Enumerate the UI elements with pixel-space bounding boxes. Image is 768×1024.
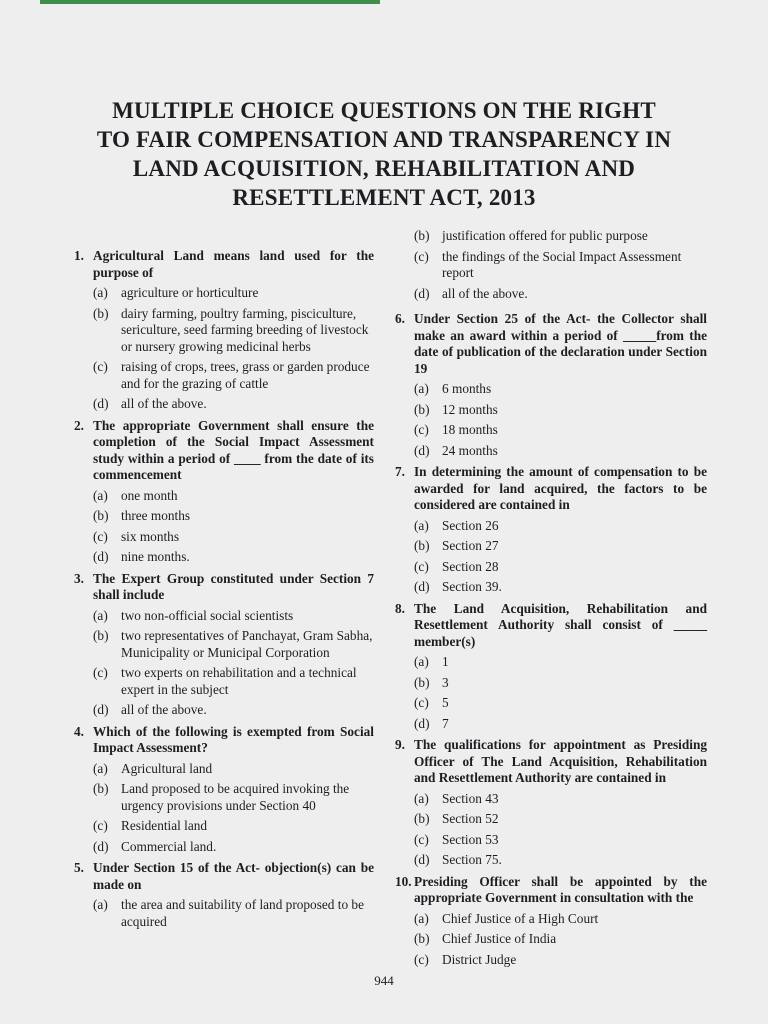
answer-option: [414, 952, 707, 969]
question-number: 7.: [395, 464, 405, 479]
question-text: The Land Acquisition, Rehabilitation and Resettlement Authority shall consist of _____ member(s): [414, 600, 707, 649]
question-stem: [74, 860, 374, 893]
question-stem: [395, 737, 707, 787]
right-column: [395, 228, 707, 973]
option-text: two representatives of Panchayat, Gram Sabha, Municipality or Municipal Corporation: [121, 628, 373, 660]
answer-option: [414, 811, 707, 828]
option-text: raising of crops, trees, grass or garden produce and for the grazing of cattle: [121, 359, 370, 391]
option-text: all of the above.: [442, 285, 528, 301]
title-line: MULTIPLE CHOICE QUESTIONS ON THE RIGHT: [112, 98, 656, 123]
answer-option: [414, 518, 707, 535]
option-text: the area and suitability of land proposed to be acquired: [121, 897, 364, 929]
option-text: 7: [442, 715, 449, 731]
question-item: [74, 860, 374, 930]
option-key: (a): [414, 381, 429, 396]
answer-option: [93, 285, 374, 302]
answer-option: [414, 286, 707, 303]
answer-option: [414, 931, 707, 948]
question-stem: [395, 311, 707, 377]
answer-option: [414, 579, 707, 596]
option-key: (b): [414, 538, 430, 553]
option-key: (b): [414, 674, 430, 690]
answer-option: [93, 488, 374, 505]
question-number: 2.: [74, 417, 84, 433]
answer-option: [93, 628, 374, 661]
option-key: (a): [93, 487, 108, 503]
option-text: the findings of the Social Impact Assessment report: [442, 248, 682, 280]
question-text: The qualifications for appointment as Presiding Officer of The Land Acquisition, Rehabilitation and Resettlement Authority are contained in: [414, 737, 707, 785]
right-column-questions: [395, 311, 707, 968]
option-key: (c): [93, 818, 108, 833]
option-text: 18 months: [442, 422, 498, 437]
question-number: 5.: [74, 860, 84, 875]
option-text: 12 months: [442, 401, 498, 417]
answer-option: [414, 695, 707, 712]
title-line: LAND ACQUISITION, REHABILITATION AND: [132, 156, 636, 181]
option-text: 6 months: [442, 381, 492, 396]
question-5-continued: [395, 228, 707, 302]
option-key: (d): [93, 549, 109, 564]
option-key: (b): [93, 781, 109, 796]
option-text: dairy farming, poultry farming, pisciculture, sericulture, seed farming breeding of livestock or nursery growing medicinal herbs: [121, 305, 369, 354]
option-key: (d): [93, 838, 109, 854]
option-key: (c): [414, 695, 429, 710]
option-key: (b): [414, 401, 430, 417]
question-item: [395, 311, 707, 459]
option-text: nine months.: [121, 549, 190, 564]
option-text: Section 28: [442, 558, 499, 574]
option-key: (a): [414, 517, 429, 533]
answer-option: [414, 911, 707, 928]
title-line: RESETTLEMENT ACT, 2013: [232, 185, 536, 210]
option-key: (c): [93, 359, 108, 374]
page-title: [60, 96, 708, 212]
answer-option: [93, 508, 374, 525]
answer-option: [93, 396, 374, 413]
answer-option: [414, 538, 707, 555]
question-number: 1.: [74, 248, 84, 263]
option-key: (d): [414, 579, 430, 594]
answer-option: [414, 852, 707, 869]
answer-option: [93, 897, 374, 930]
page-number: 944: [374, 973, 394, 988]
option-key: (a): [414, 910, 429, 926]
question-item: [74, 418, 374, 566]
option-key: (a): [93, 285, 108, 300]
question-text: Presiding Officer shall be appointed by the appropriate Government in consultation with the: [414, 873, 707, 905]
answer-option: [414, 381, 707, 398]
answer-option: [414, 249, 707, 282]
option-key: (a): [93, 760, 108, 776]
answer-option: [93, 761, 374, 778]
option-key: (c): [414, 422, 429, 437]
answer-option: [93, 702, 374, 719]
answer-option: [93, 665, 374, 698]
option-text: 24 months: [442, 442, 498, 458]
answer-option: [93, 306, 374, 356]
option-text: Commercial land.: [121, 838, 217, 854]
question-text: Agricultural Land means land used for the purpose of: [93, 248, 374, 280]
option-text: all of the above.: [121, 396, 207, 411]
option-key: (c): [414, 558, 429, 574]
option-text: 5: [442, 695, 449, 710]
answer-option: [414, 832, 707, 849]
question-stem: [395, 601, 707, 651]
option-text: Section 39.: [442, 579, 502, 594]
option-key: (b): [414, 811, 430, 826]
option-text: Chief Justice of a High Court: [442, 910, 599, 926]
option-key: (c): [93, 665, 108, 680]
answer-option: [414, 559, 707, 576]
answer-option: [414, 716, 707, 733]
option-key: (b): [414, 931, 430, 946]
option-text: one month: [121, 487, 178, 503]
question-text: The appropriate Government shall ensure the completion of the Social Impact Assessment study within a period of ____ from the date of its commencement: [93, 417, 374, 482]
question-text: Which of the following is exempted from Social Impact Assessment?: [93, 723, 374, 755]
question-text: The Expert Group constituted under Section 7 shall include: [93, 570, 374, 602]
answer-option: [414, 654, 707, 671]
answer-option: [93, 549, 374, 566]
option-text: Section 75.: [442, 852, 502, 867]
question-stem: [74, 248, 374, 281]
option-text: Agricultural land: [121, 760, 213, 776]
option-key: (a): [93, 897, 108, 912]
question-text: Under Section 15 of the Act- objection(s) can be made on: [93, 860, 374, 892]
option-text: justification offered for public purpose: [442, 228, 648, 243]
option-text: Section 27: [442, 538, 499, 553]
question-stem: [74, 571, 374, 604]
option-text: three months: [121, 508, 191, 523]
option-key: (b): [93, 508, 109, 523]
option-key: (b): [414, 228, 430, 243]
option-key: (c): [93, 528, 108, 544]
option-key: (d): [93, 396, 109, 411]
question-item: [74, 571, 374, 719]
option-text: two non-official social scientists: [121, 607, 294, 623]
option-key: (d): [414, 852, 430, 867]
answer-option: [414, 402, 707, 419]
option-text: all of the above.: [121, 702, 207, 717]
option-key: (d): [414, 715, 430, 731]
answer-option: [93, 529, 374, 546]
option-key: (a): [414, 790, 429, 806]
question-item: [74, 248, 374, 413]
option-text: Section 26: [442, 517, 499, 533]
option-text: Section 43: [442, 790, 499, 806]
question-number: 10.: [395, 873, 412, 889]
question-number: 3.: [74, 570, 84, 586]
answer-option: [93, 359, 374, 392]
option-key: (d): [93, 702, 109, 717]
question-number: 9.: [395, 737, 405, 752]
question-stem: [395, 464, 707, 514]
answer-option: [414, 675, 707, 692]
option-text: Chief Justice of India: [442, 931, 557, 946]
option-text: Section 52: [442, 811, 499, 826]
option-text: two experts on rehabilitation and a technical expert in the subject: [121, 665, 357, 697]
question-number: 6.: [395, 311, 405, 326]
answer-option: [414, 791, 707, 808]
option-text: 1: [442, 654, 449, 669]
option-text: Section 53: [442, 831, 499, 847]
answer-option: [93, 818, 374, 835]
question-item: [395, 874, 707, 969]
answer-option: [414, 228, 707, 245]
option-key: (b): [93, 305, 109, 321]
option-text: Land proposed to be acquired invoking the urgency provisions under Section 40: [121, 781, 350, 813]
question-stem: [74, 724, 374, 757]
question-item: [395, 737, 707, 869]
question-item: [74, 724, 374, 856]
option-key: (d): [414, 442, 430, 458]
answer-option: [93, 781, 374, 814]
option-text: District Judge: [442, 951, 517, 967]
question-stem: [395, 874, 707, 907]
question-item: [395, 464, 707, 596]
option-text: 3: [442, 674, 449, 690]
option-key: (c): [414, 951, 429, 967]
left-column: [74, 248, 374, 935]
question-number: 4.: [74, 723, 84, 739]
option-key: (d): [414, 285, 430, 301]
option-key: (b): [93, 628, 109, 643]
answer-option: [93, 839, 374, 856]
question-text: In determining the amount of compensation to be awarded for land acquired, the factors to be considered are contained in: [414, 464, 707, 512]
option-text: agriculture or horticulture: [121, 285, 259, 300]
option-text: Residential land: [121, 818, 208, 833]
question-stem: [74, 418, 374, 484]
answer-option: [414, 443, 707, 460]
question-text: Under Section 25 of the Act- the Collector shall make an award within a period of _____from the date of publication of the declaration under Section 19: [414, 311, 707, 376]
question-number: 8.: [395, 600, 405, 616]
option-key: (c): [414, 831, 429, 847]
option-key: (a): [414, 654, 429, 669]
answer-option: [414, 422, 707, 439]
title-line: TO FAIR COMPENSATION AND TRANSPARENCY IN: [96, 127, 672, 152]
option-text: six months: [121, 528, 179, 544]
option-key: (a): [93, 607, 108, 623]
question-item: [395, 601, 707, 733]
option-key: (c): [414, 248, 429, 264]
answer-option: [93, 608, 374, 625]
